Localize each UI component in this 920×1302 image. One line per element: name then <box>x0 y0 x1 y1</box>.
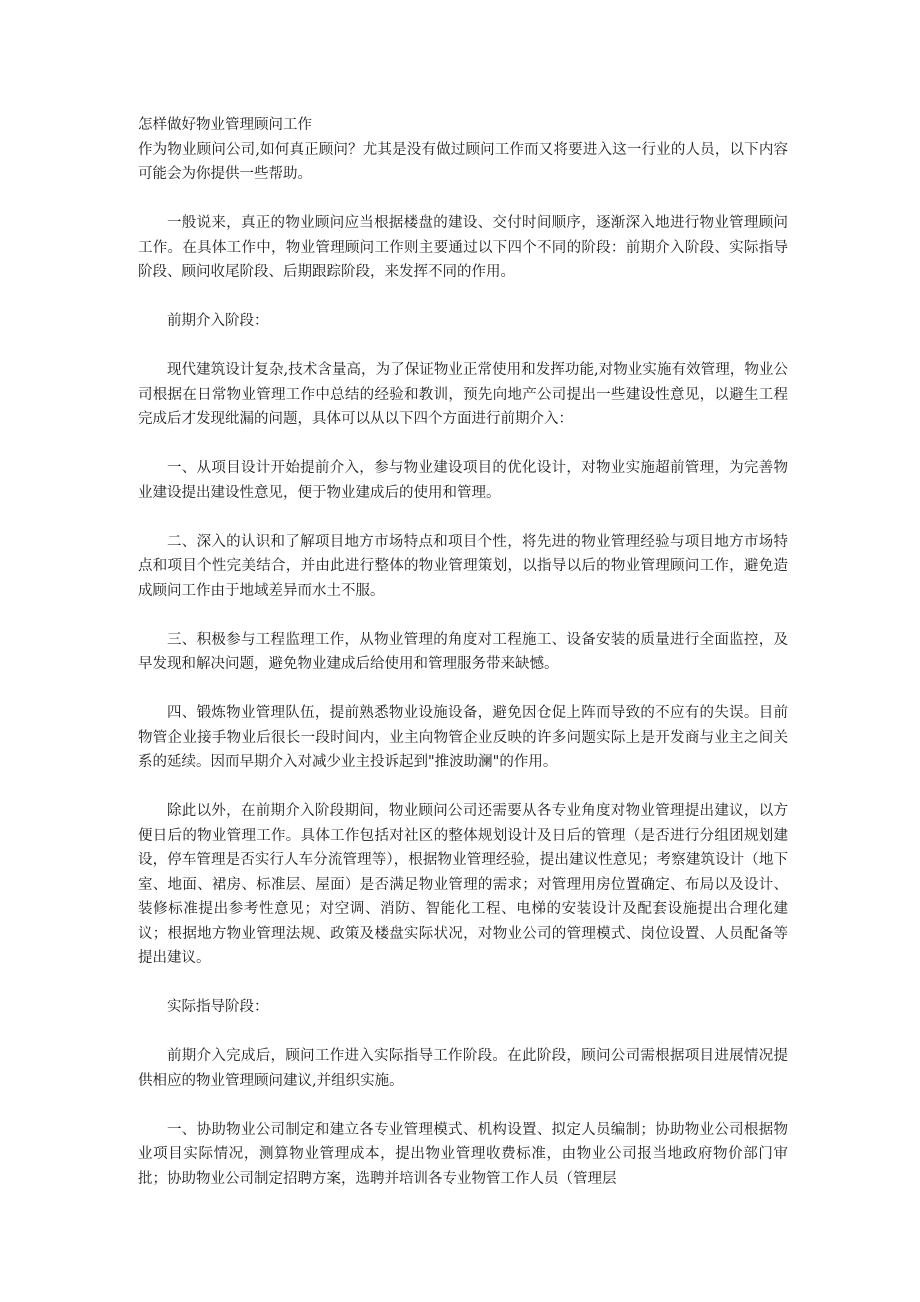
section-heading-practical-guidance: 实际指导阶段： <box>167 999 269 1015</box>
paragraph-additional: 除此以外，在前期介入阶段期间，物业顾问公司还需要从各专业角度对物业管理提出建议，以方便日后的物业管理工作。具体工作包括对社区的整体规划设计及日后的管理（是否进行分组团规划建设，停车管理是否实行人车分流管理等），根据物业管理经验，提出建议性意见；考察建筑设计（地下室、地面、裙房、标准层、屋面）是否满足物业管理的需求；对管理用房位置确定、布局以及设计、装修标准提出参考性意见；对空调、消防、智能化工程、电梯的安装设计及配套设施提出合理化建议；根据地方物业管理法规、政策及楼盘实际状况，对物业公司的管理模式、岗位设置、人员配备等提出建议。 <box>138 803 788 966</box>
paragraph-overview: 一般说来，真正的物业顾问应当根据楼盘的建设、交付时间顺序，逐渐深入地进行物业管理顾问工作。在具体工作中，物业管理顾问工作则主要通过以下四个不同的阶段：前期介入阶段、实际指导阶段、顾问收尾阶段、后期跟踪阶段，来发挥不同的作用。 <box>138 215 788 280</box>
document-title: 怎样做好物业管理顾问工作 <box>138 117 312 133</box>
section-heading-early-intervention: 前期介入阶段： <box>167 313 269 329</box>
paragraph-point-three: 三、积极参与工程监理工作，从物业管理的角度对工程施工、设备安装的质量进行全面监控，及早发现和解决问题，避免物业建成后给使用和管理服务带来缺憾。 <box>138 631 788 672</box>
paragraph-practical-intro: 前期介入完成后，顾问工作进入实际指导工作阶段。在此阶段，顾问公司需根据项目进展情况提供相应的物业管理顾问建议,并组织实施。 <box>138 1048 788 1089</box>
paragraph-practical-point-one: 一、协助物业公司制定和建立各专业管理模式、机构设置、拟定人员编制；协助物业公司根据物业项目实际情况，测算物业管理成本，提出物业管理收费标准，由物业公司报当地政府物价部门审批；协助物业公司制定招聘方案，选聘并培训各专业物管工作人员（管理层 <box>138 1121 788 1187</box>
paragraph-point-one: 一、从项目设计开始提前介入，参与物业建设项目的优化设计，对物业实施超前管理，为完善物业建设提出建设性意见，便于物业建成后的使用和管理。 <box>138 460 788 501</box>
intro-paragraph: 作为物业顾问公司,如何真正顾问？尤其是没有做过顾问工作而又将要进入这一行业的人员，以下内容可能会为你提供一些帮助。 <box>138 141 788 182</box>
document-page <box>138 113 788 1216</box>
paragraph-point-four: 四、锻炼物业管理队伍，提前熟悉物业设施设备，避免因仓促上阵而导致的不应有的失误。目前物管企业接手物业后很长一段时间内，业主向物管企业反映的许多问题实际上是开发商与业主之间关系的延续。因而早期介入对减少业主投诉起到"推波助澜"的作用。 <box>138 705 788 770</box>
paragraph-early-intervention-intro: 现代建筑设计复杂,技术含量高，为了保证物业正常使用和发挥功能,对物业实施有效管理，物业公司根据在日常物业管理工作中总结的经验和教训，预先向地产公司提出一些建设性意见，以避生工程完成后才发现纰漏的问题，具体可以从以下四个方面进行前期介入： <box>138 362 788 427</box>
paragraph-point-two: 二、深入的认识和了解项目地方市场特点和项目个性，将先进的物业管理经验与项目地方市场特点和项目个性完美结合，并由此进行整体的物业管理策划，以指导以后的物业管理顾问工作，避免造成顾问工作由于地域差异而水土不服。 <box>138 533 788 599</box>
